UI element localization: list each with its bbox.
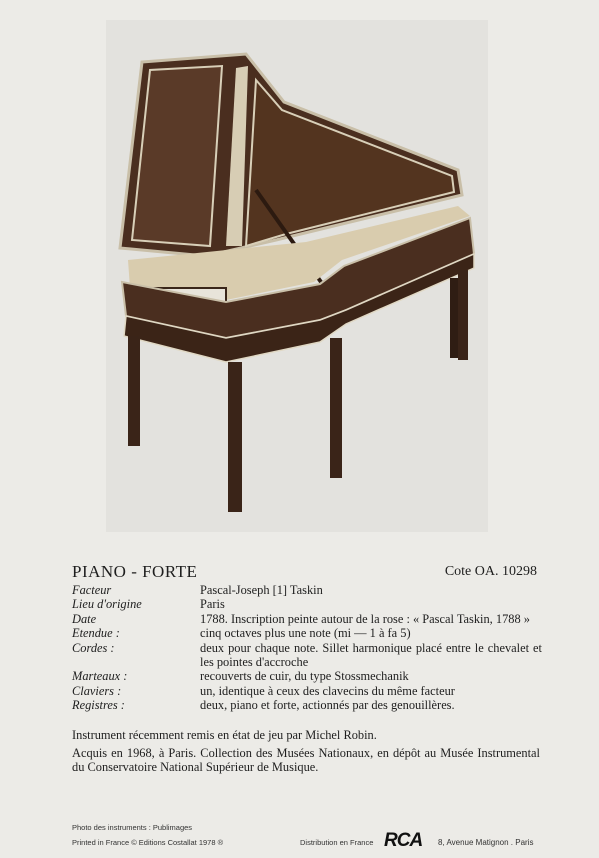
- restoration-note: Instrument récemment remis en état de jeu par Michel Robin.: [72, 728, 377, 742]
- photo-credit: Photo des instruments : Publimages: [72, 823, 193, 832]
- instrument-photo: [106, 20, 488, 532]
- rca-logo: RCA: [384, 830, 423, 851]
- spec-label: Claviers :: [72, 683, 122, 698]
- spec-value: 1788. Inscription peinte autour de la rose : « Pascal Taskin, 1788 »: [200, 611, 530, 626]
- spec-value: cinq octaves plus une note (mi — 1 à fa 5): [200, 626, 411, 641]
- spec-value: Paris: [200, 597, 225, 612]
- spec-label: Registres :: [72, 698, 125, 713]
- printing-note: Printed in France © Editions Costallat 1978 ®: [72, 838, 224, 847]
- spec-label: Facteur: [72, 583, 112, 597]
- spec-value: un, identique à ceux des clavecins du même facteur: [200, 683, 455, 698]
- spec-label: Cordes :: [72, 640, 115, 655]
- spec-label: Marteaux :: [72, 669, 128, 684]
- distributor-address: 8, Avenue Matignon . Paris: [438, 838, 534, 847]
- spec-row: [72, 626, 542, 640]
- spec-value: recouverts de cuir, du type Stossmechanik: [200, 669, 409, 684]
- spec-value: deux pour chaque note. Sillet harmonique placé entre le chevalet et les pointes d'accroche: [200, 640, 542, 670]
- specifications: [72, 583, 542, 713]
- spec-row: [72, 669, 542, 683]
- spec-value: Pascal-Joseph [1] Taskin: [200, 583, 323, 597]
- spec-row: [72, 684, 542, 698]
- spec-label: Date: [72, 611, 97, 626]
- acquisition-note: Acquis en 1968, à Paris. Collection des Musées Nationaux, en dépôt au Musée Instrumental du Conservatoire National Supérieur de Musique.: [72, 746, 540, 775]
- spec-row: [72, 641, 542, 670]
- piano-forte-illustration: [106, 20, 488, 532]
- catalogue-number: Cote OA. 10298: [444, 564, 537, 579]
- spec-label: Etendue :: [72, 626, 120, 641]
- spec-row: [72, 698, 542, 712]
- document-title: PIANO - FORTE: [72, 562, 198, 581]
- distribution-label: Distribution en France: [300, 838, 374, 847]
- spec-value: deux, piano et forte, actionnés par des genouillères.: [200, 698, 455, 713]
- spec-row: [72, 597, 542, 611]
- spec-label: Lieu d'origine: [72, 597, 142, 612]
- spec-row: [72, 612, 542, 626]
- spec-row: [72, 583, 542, 597]
